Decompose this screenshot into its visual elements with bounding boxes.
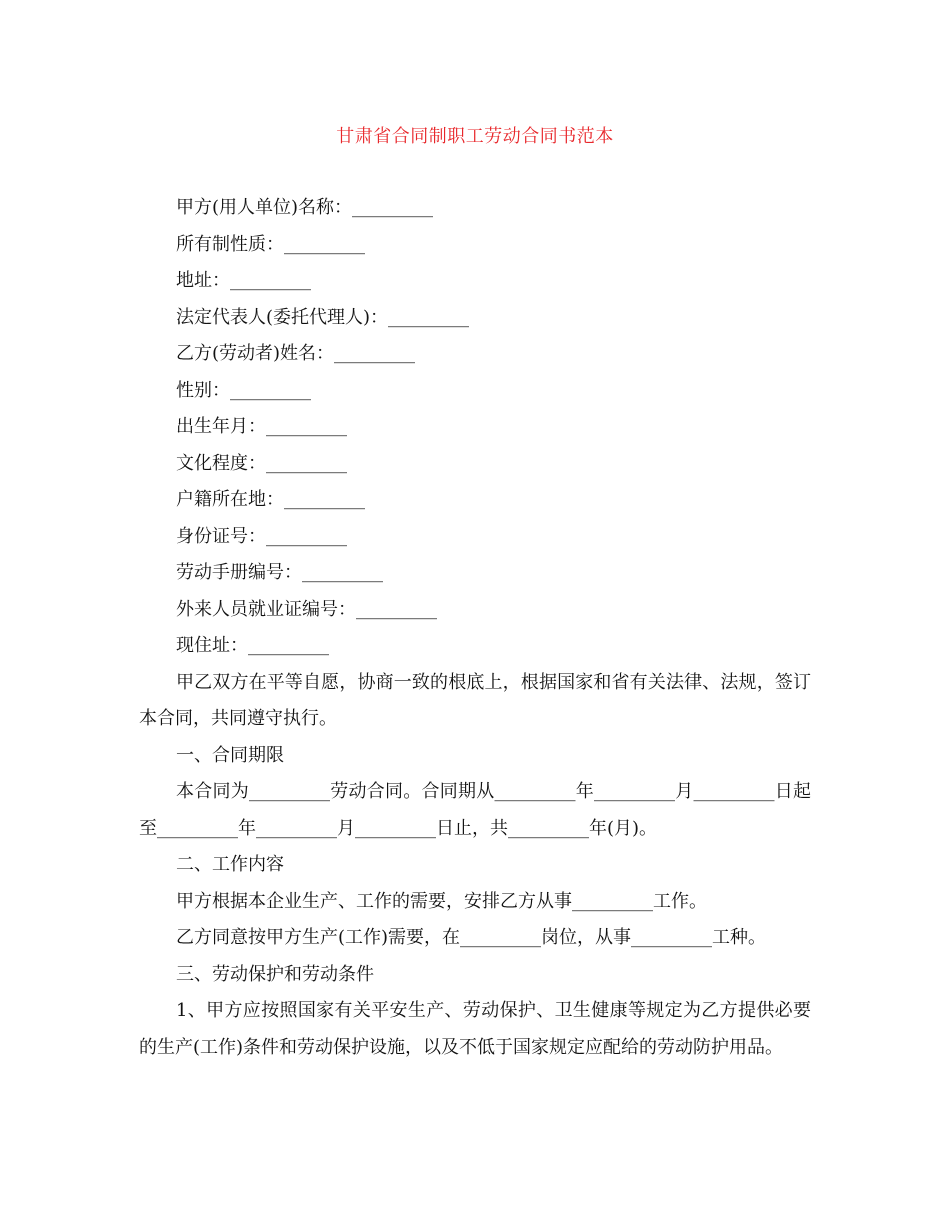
field-education: 文化程度：_________ xyxy=(176,452,347,474)
field-id-number: 身份证号：_________ xyxy=(176,525,347,547)
section-paragraph: 乙方同意按甲方生产(工作)需要，在_________岗位，从事_________工种。 xyxy=(176,927,767,948)
section-heading: 一、合同期限 xyxy=(176,744,284,766)
section-heading: 三、劳动保护和劳动条件 xyxy=(176,963,374,985)
document-body xyxy=(139,190,811,1066)
field-gender: 性别：_________ xyxy=(176,379,311,401)
field-current-address: 现住址：_________ xyxy=(176,635,329,656)
field-legal-representative: 法定代表人(委托代理人)：_________ xyxy=(176,306,470,328)
intro-paragraph: 甲乙双方在平等自愿，协商一致的根底上，根据国家和省有关法律、法规，签订本合同，共同遵守执行。 xyxy=(139,671,811,729)
field-ownership-type: 所有制性质：_________ xyxy=(176,233,365,255)
field-employer-name: 甲方(用人单位)名称：_________ xyxy=(176,197,434,218)
document-title: 甘肃省合同制职工劳动合同书范本 xyxy=(336,126,614,147)
section-heading: 二、工作内容 xyxy=(176,854,284,875)
field-migrant-employment-cert: 外来人员就业证编号：_________ xyxy=(176,598,437,620)
field-employee-name: 乙方(劳动者)姓名：_________ xyxy=(176,343,416,364)
field-address: 地址：_________ xyxy=(176,270,311,291)
field-labor-handbook-number: 劳动手册编号：_________ xyxy=(176,562,383,583)
section-paragraph: 甲方根据本企业生产、工作的需要，安排乙方从事_________工作。 xyxy=(176,890,707,912)
section-paragraph: 1、甲方应按照国家有关平安生产、劳动保护、卫生健康等规定为乙方提供必要的生产(工作)条件和劳动保护设施，以及不低于国家规定应配给的劳动防护用品。 xyxy=(139,1000,811,1058)
field-household-registration: 户籍所在地：_________ xyxy=(176,489,365,510)
field-birth-date: 出生年月：_________ xyxy=(176,416,347,437)
section-paragraph: 本合同为_________劳动合同。合同期从_________年_________月_________日起至_________年_________月_________日止，共_________年(月)。 xyxy=(139,781,811,839)
